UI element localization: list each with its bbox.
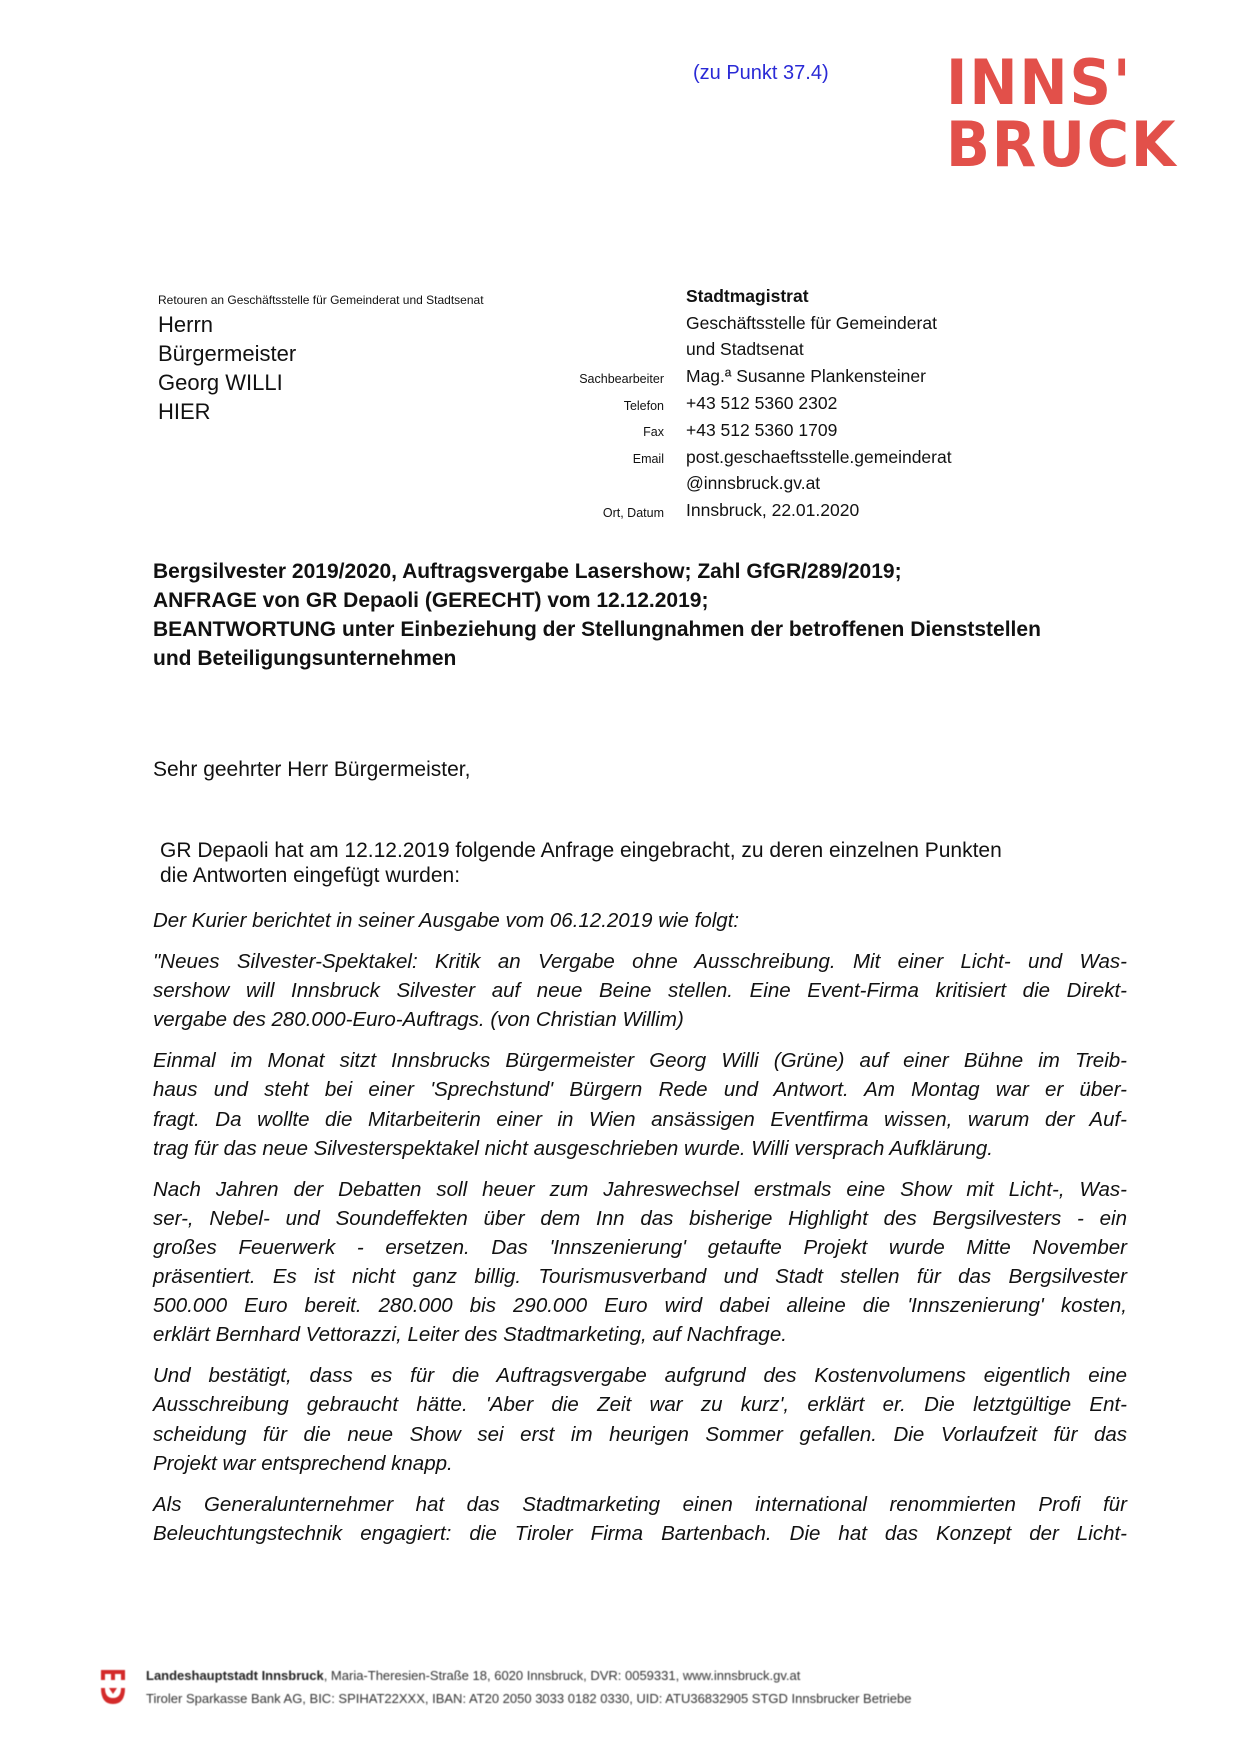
subject-line: und Beteiligungsunternehmen [153,647,457,670]
paragraph-line: Beleuchtungstechnik engagiert: die Tiroler Firma Bartenbach. Die hat das Konzept der Licht- [153,1521,1127,1545]
sender-value: Mag.ª Susanne Plankensteiner [686,366,926,387]
city-emblem-icon [100,1666,126,1706]
sender-label [560,348,686,352]
sender-label [560,321,686,325]
agenda-reference: (zu Punkt 37.4) [693,62,829,84]
paragraph-line: Nach Jahren der Debatten soll heuer zum Jahreswechsel erstmals eine Show mit Licht-, Was- [153,1177,1127,1201]
address-line: Georg WILLI [158,370,283,395]
footer [100,1664,911,1710]
paragraph-line: Und bestätigt, dass es für die Auftragsvergabe aufgrund des Kostenvolumens eigentlich eine [153,1364,1127,1388]
sender-label: Email [632,452,664,467]
paragraph-line: 500.000 Euro bereit. 280.000 bis 290.000 Euro wird dabei alleine die 'Innszenierung' kosten, [153,1294,1127,1318]
address-line: Herrn [158,312,214,337]
paragraph-line: sershow will Innsbruck Silvester auf neue Beine stellen. Eine Event-Firma kritisiert die Direkt- [153,979,1127,1003]
sender-label: Telefon [623,398,664,413]
sender-value: Innsbruck, 22.01.2020 [686,500,860,521]
paragraph-line: trag für das neue Silvesterspektakel nicht ausgeschrieben wurde. Willi versprach Aufklärung. [153,1136,993,1160]
footer-line-1 [146,1664,911,1687]
paragraph-line: scheidung für die neue Show sei erst im heurigen Sommer gefallen. Die Vorlaufzeit für das [153,1422,1127,1446]
quoted-article [153,906,1127,1560]
sender-block [560,283,1020,524]
address-line: Bürgermeister [158,341,297,366]
sender-row [560,417,1020,444]
logo-line-2: BRUCK [946,108,1178,181]
salutation: Sehr geehrter Herr Bürgermeister, [153,758,471,781]
intro-text [160,838,1002,888]
paragraph-line: Als Generalunternehmer hat das Stadtmarketing einen international renommierten Profi für [153,1492,1127,1516]
subject-line: BEANTWORTUNG unter Einbeziehung der Stellungnahmen der betroffenen Dienststellen [153,618,1041,641]
intro-line: GR Depaoli hat am 12.12.2019 folgende Anfrage eingebracht, zu deren einzelnen Punkten [160,839,1002,862]
paragraph [153,947,1127,1034]
paragraph-line: großes Feuerwerk - ersetzen. Das 'Innszenierung' getaufte Projekt wurde Mitte November [153,1235,1127,1259]
paragraph-line: ser-, Nebel- und Soundeffekten über dem Inn das bisherige Highlight des Bergsilvesters - ein [153,1206,1127,1230]
footer-line-2: Tiroler Sparkasse Bank AG, BIC: SPIHAT22XXX, IBAN: AT20 2050 3033 0182 0330, UID: ATU36832905 STGD Innsbrucker Betriebe [146,1691,912,1706]
sender-value: +43 512 5360 1709 [686,419,838,440]
paragraph-line: Der Kurier berichtet in seiner Ausgabe vom 06.12.2019 wie folgt: [153,909,740,932]
recipient-address [158,310,296,426]
sender-label: Ort, Datum [602,505,664,520]
sender-row [560,444,1020,471]
sender-row [560,283,1020,310]
paragraph-line: Projekt war entsprechend knapp. [153,1451,453,1475]
sender-value: und Stadtsenat [686,339,804,360]
sender-value: +43 512 5360 2302 [686,393,838,414]
sender-value: Geschäftsstelle für Gemeinderat [686,312,937,333]
paragraph-line: haus und steht bei einer 'Sprechstund' Bürgern Rede und Antwort. Am Montag war er über- [153,1078,1127,1102]
paragraph [153,1361,1127,1477]
sender-row [560,363,1020,390]
sender-value: post.geschaeftsstelle.gemeinderat [686,446,952,467]
sender-row [560,337,1020,364]
sender-label [560,482,686,486]
innsbruck-logo [946,46,1178,181]
paragraph-line: fragt. Da wollte die Mitarbeiterin einer in Wien ansässigen Eventfirma wissen, warum der Auf- [153,1107,1127,1131]
paragraph [153,1175,1127,1350]
paragraph [153,1046,1127,1162]
sender-label [560,294,686,298]
sender-value: Stadtmagistrat [686,285,809,306]
address-line: HIER [158,399,211,424]
subject [153,557,1153,673]
sender-row [560,471,1020,498]
paragraph-line: "Neues Silvester-Spektakel: Kritik an Vergabe ohne Ausschreibung. Mit einer Licht- und Was- [153,950,1127,974]
return-note: Retouren an Geschäftsstelle für Gemeinderat und Stadtsenat [158,293,484,307]
sender-label: Sachbearbeiter [579,371,664,386]
paragraph-line: vergabe des 280.000-Euro-Auftrags. (von Christian Willim) [153,1008,684,1032]
sender-row [560,497,1020,524]
footer-address: , Maria-Theresien-Straße 18, 6020 Innsbruck, DVR: 0059331, www.innsbruck.gv.at [323,1668,801,1683]
sender-row [560,390,1020,417]
sender-value: @innsbruck.gv.at [686,473,821,494]
sender-label: Fax [643,425,664,440]
footer-org: Landeshauptstadt Innsbruck [146,1668,324,1683]
paragraph-line: Ausschreibung gebraucht hätte. 'Aber die Zeit war zu kurz', erklärt er. Die letztgültige Ent- [153,1393,1127,1417]
paragraph [153,906,1127,935]
paragraph-line: präsentiert. Es ist nicht ganz billig. Tourismusverband und Stadt stellen für das Bergsilvester [153,1265,1127,1289]
intro-line: die Antworten eingefügt wurden: [160,864,461,887]
subject-line: ANFRAGE von GR Depaoli (GERECHT) vom 12.12.2019; [153,589,709,612]
paragraph-line: erklärt Bernhard Vettorazzi, Leiter des Stadtmarketing, auf Nachfrage. [153,1323,787,1347]
sender-row [560,310,1020,337]
paragraph-line: Einmal im Monat sitzt Innsbrucks Bürgermeister Georg Willi (Grüne) auf einer Bühne im Treib- [153,1049,1127,1073]
paragraph [153,1490,1127,1548]
logo-line-1: INNS' [946,46,1133,119]
subject-line: Bergsilvester 2019/2020, Auftragsvergabe Lasershow; Zahl GfGR/289/2019; [153,560,902,583]
